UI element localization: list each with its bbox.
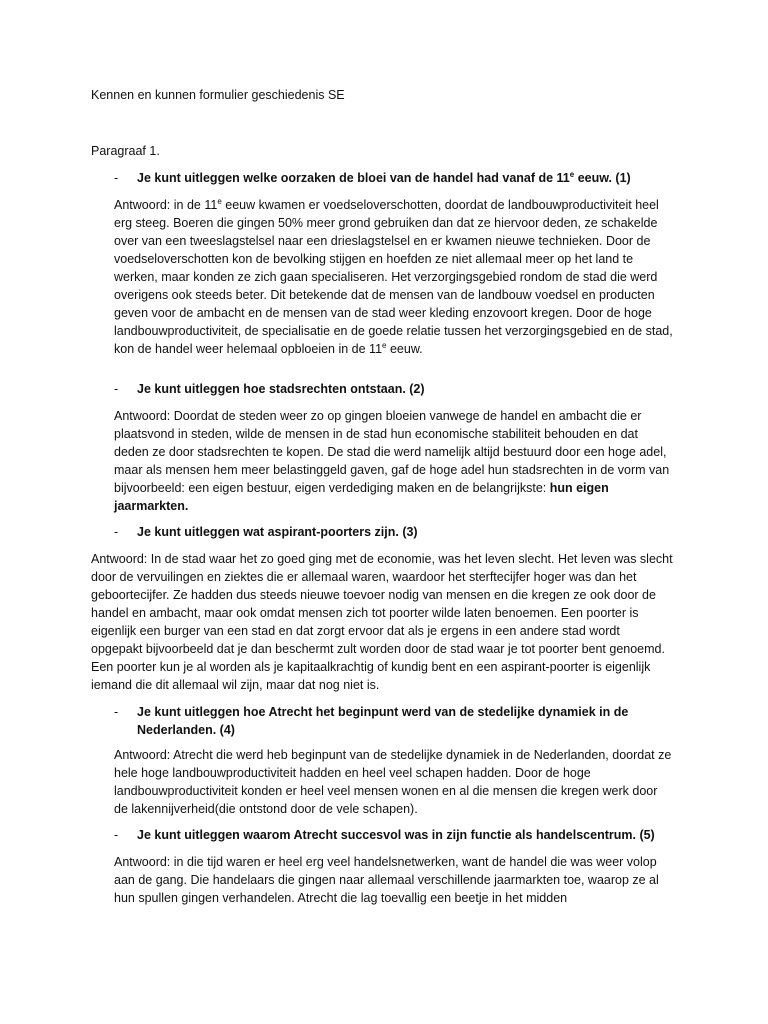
superscript: e [569,169,575,179]
answer-3: Antwoord: In de stad waar het zo goed ging met de economie, was het leven slecht. Het leven was slecht door de vervuilingen en ziektes die er allemaal waren, waardoor het sterftecijfer hoger was dan het geboortecijfer. Ze hadden dus steeds nieuwe toevoer nodig van mensen en die kregen ze ook door de handel en ambacht, maar ook omdat mensen zich tot poorter wilde laten benoemen. Een poorter is eigenlijk een burger van een stad en dat zorgt ervoor dat als je ergens in een andere stad wordt opgepakt bijvoorbeeld dat je dan beschermt zult worden door de stad waar je tot poorter bent genoemd. Een poorter kun je al worden als je kapitaalkrachtig of kundig bent en een aspirant-poorter is eigenlijk iemand die dit allemaal wil zijn, maar dat nog niet is. [91,552,673,692]
question-3 [114,523,674,541]
bullet-dash: - [114,171,119,185]
answer-5: Antwoord: in die tijd waren er heel erg veel handelsnetwerken, want de handel die was weer volop aan de gang. Die handelaars die gingen naar allemaal verschillende jaarmarkten toe, waarop ze al hun spullen gingen verhandelen. Atrecht die lag toevallig een beetje in het midden [114,855,659,905]
answer-2: Antwoord: Doordat de steden weer zo op gingen bloeien vanwege de handel en ambacht die er plaatsvond in steden, wilde de mensen in de stad hun economische stabiliteit behouden en dat deden ze door stadsrechten te kopen. De stad die werd namelijk altijd bestuurd door een hoge adel, maar als mensen hem meer belastinggeld gaven, gaf de hoge adel hun stadsrechten in de vorm van bijvoorbeeld: een eigen bestuur, eigen verdediging maken en de belangrijkste: hun eigen jaarmarkten. [114,409,670,513]
bullet-dash: - [114,828,119,842]
question-4 [114,703,674,739]
superscript: e [217,196,222,206]
superscript: e [382,340,387,350]
question-1 [114,169,674,187]
question-2 [114,380,674,398]
question-4-text: Je kunt uitleggen hoe Atrecht het beginpunt werd van de stedelijke dynamiek in de Nederlanden. (4) [137,705,629,737]
answer-4: Antwoord: Atrecht die werd heb beginpunt van de stedelijke dynamiek in de Nederlanden, doordat ze hele hoge landbouwproductiviteit hadden en heel veel schapen hadden. Door de hoge landbouwproductiviteit konden er heel veel mensen wonen en al die mensen die kregen werk door de lakennijverheid(die ontstond door de vele schapen). [114,748,672,816]
question-5-text: Je kunt uitleggen waarom Atrecht succesvol was in zijn functie als handelscentrum. (5) [137,828,655,842]
question-1-text: Je kunt uitleggen welke oorzaken de bloei van de handel had vanaf de 11 [137,171,570,185]
bullet-dash: - [114,705,119,719]
document-title: Kennen en kunnen formulier geschiedenis SE [91,88,345,102]
question-3-text: Je kunt uitleggen wat aspirant-poorters zijn. (3) [137,525,418,539]
question-5 [114,826,674,844]
question-1-text-end: eeuw. (1) [574,171,631,185]
section-heading: Paragraaf 1. [91,144,160,158]
bullet-dash: - [114,525,119,539]
answer-1: Antwoord: in de 11e eeuw kwamen er voedseloverschotten, doordat de landbouwproductiviteit heel erg steeg. Boeren die gingen 50% meer grond gebruiken dan dat ze hiervoor deden, ze schakelde over van een tweeslagstelsel naar een drieslagstelsel en er kwamen nieuwe technieken. Door de voedseloverschotten kon de bevolking stijgen en hoefden ze niet allemaal meer op het land te werken, maar konden ze zich gaan specialiseren. Het verzorgingsgebied rondom de stad die werd overigens ook steeds beter. Dit betekende dat de mensen van de landbouw voedsel en producten geven voor de ambacht en de mensen van de stad weer kleding enzovoort kregen. Door de hoge landbouwproductiviteit, de specialisatie en de goede relatie tussen het verzorgingsgebied en de stad, kon de handel weer helemaal opbloeien in de 11e eeuw. [114,196,673,356]
question-2-text: Je kunt uitleggen hoe stadsrechten ontstaan. (2) [137,382,425,396]
bullet-dash: - [114,382,119,396]
answer-2-emphasis: hun eigen jaarmarkten. [114,481,609,513]
